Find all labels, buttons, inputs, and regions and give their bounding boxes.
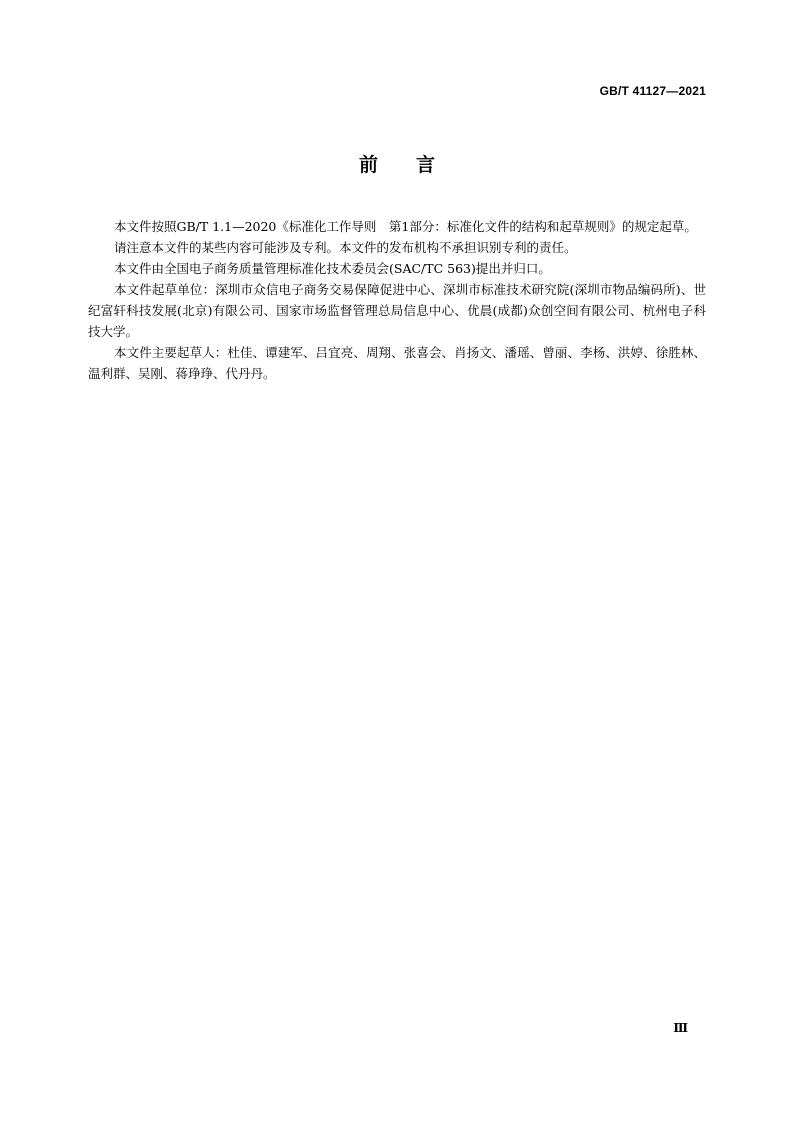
paragraph-drafters: 本文件主要起草人：杜佳、谭建军、吕宜亮、周翔、张喜会、肖扬文、潘瑶、曾丽、李杨、洪婷、徐胜林、温利群、吴刚、蒋琤琤、代丹丹。 [88, 345, 706, 381]
standard-number: GB/T 41127—2021 [599, 84, 706, 98]
paragraph-drafting-rules: 本文件按照GB/T 1.1—2020《标准化工作导则 第1部分：标准化文件的结构和起草规则》的规定起草。 [114, 219, 697, 234]
paragraph-drafting-organizations: 本文件起草单位：深圳市众信电子商务交易保障促进中心、深圳市标准技术研究院(深圳市物品编码所)、世纪富轩科技发展(北京)有限公司、国家市场监督管理总局信息中心、优晨(成都)众创空间有限公司、杭州电子科技大学。 [88, 282, 706, 339]
page-title: 前言 [358, 154, 473, 176]
page-number: Ⅲ [673, 1021, 688, 1035]
foreword-content [88, 216, 706, 384]
paragraph-proposer: 本文件由全国电子商务质量管理标准化技术委员会(SAC/TC 563)提出并归口。 [114, 261, 551, 276]
paragraph-patent-notice: 请注意本文件的某些内容可能涉及专利。本文件的发布机构不承担识别专利的责任。 [114, 240, 577, 255]
